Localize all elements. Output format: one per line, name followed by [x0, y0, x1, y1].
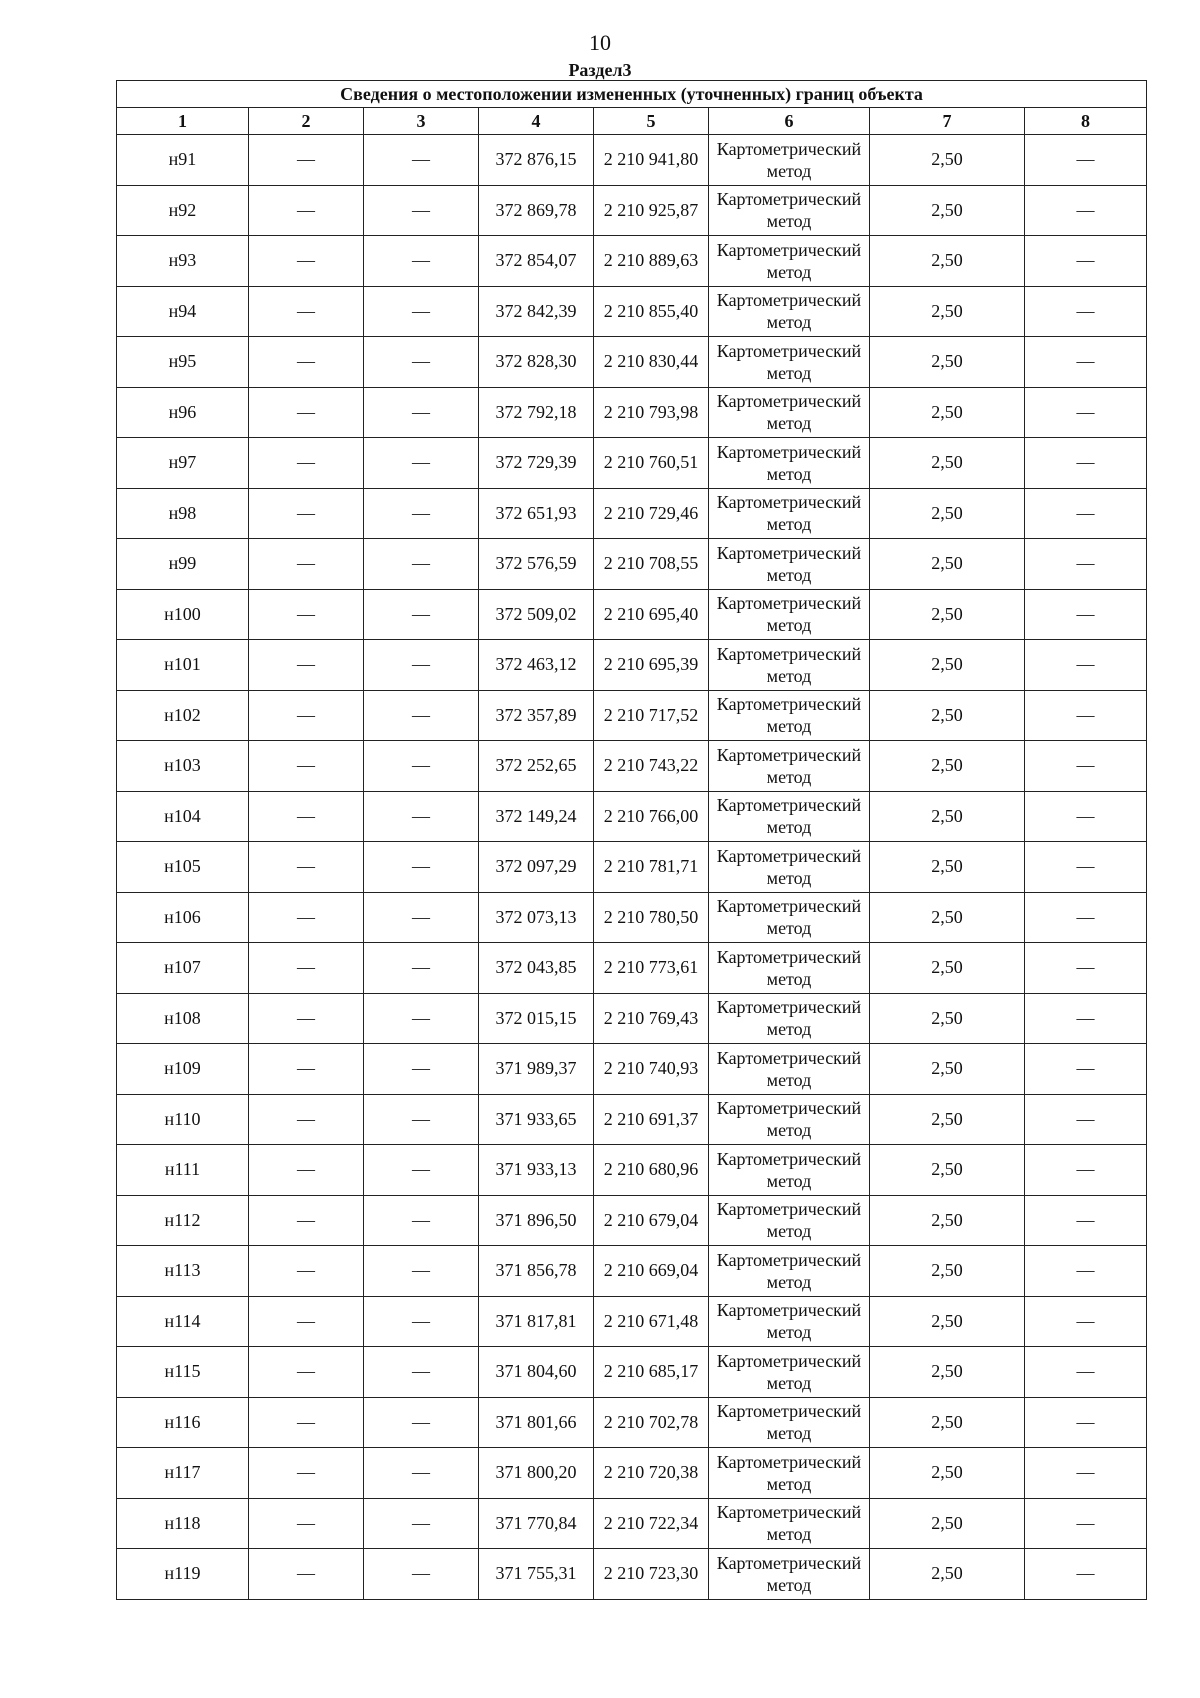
accuracy-cell: 2,50 [870, 1347, 1025, 1398]
table-row [117, 640, 1147, 691]
point-cell: н110 [117, 1094, 249, 1145]
point-cell: н96 [117, 387, 249, 438]
accuracy-cell: 2,50 [870, 943, 1025, 994]
point-cell: н115 [117, 1347, 249, 1398]
column-8-cell: — [1025, 791, 1147, 842]
accuracy-cell: 2,50 [870, 1094, 1025, 1145]
column-2-cell: — [249, 438, 364, 489]
x-coordinate-cell: 372 149,24 [479, 791, 594, 842]
y-coordinate-cell: 2 210 669,04 [594, 1246, 709, 1297]
x-coordinate-cell: 372 729,39 [479, 438, 594, 489]
y-coordinate-cell: 2 210 780,50 [594, 892, 709, 943]
column-2-cell: — [249, 135, 364, 186]
method-cell: Картометрический метод [709, 1397, 870, 1448]
column-2-cell: — [249, 1397, 364, 1448]
method-cell: Картометрический метод [709, 993, 870, 1044]
point-cell: н92 [117, 185, 249, 236]
column-8-cell: — [1025, 1145, 1147, 1196]
table-row [117, 387, 1147, 438]
point-cell: н108 [117, 993, 249, 1044]
table-row [117, 488, 1147, 539]
x-coordinate-cell: 372 651,93 [479, 488, 594, 539]
column-2-cell: — [249, 185, 364, 236]
accuracy-cell: 2,50 [870, 1044, 1025, 1095]
point-cell: н103 [117, 741, 249, 792]
table-row [117, 690, 1147, 741]
x-coordinate-cell: 371 933,13 [479, 1145, 594, 1196]
column-8-cell: — [1025, 1094, 1147, 1145]
column-8-cell: — [1025, 690, 1147, 741]
column-2-cell: — [249, 1549, 364, 1600]
column-8-cell: — [1025, 1195, 1147, 1246]
table-body [117, 135, 1147, 1600]
method-cell: Картометрический метод [709, 943, 870, 994]
column-8-cell: — [1025, 589, 1147, 640]
table-row [117, 589, 1147, 640]
column-8-cell: — [1025, 185, 1147, 236]
point-cell: н102 [117, 690, 249, 741]
column-2-cell: — [249, 892, 364, 943]
y-coordinate-cell: 2 210 760,51 [594, 438, 709, 489]
x-coordinate-cell: 372 097,29 [479, 842, 594, 893]
method-cell: Картометрический метод [709, 640, 870, 691]
column-3-cell: — [364, 286, 479, 337]
point-cell: н111 [117, 1145, 249, 1196]
x-coordinate-cell: 371 800,20 [479, 1448, 594, 1499]
column-2-cell: — [249, 1195, 364, 1246]
column-number-2: 2 [249, 108, 364, 135]
column-8-cell: — [1025, 1397, 1147, 1448]
y-coordinate-cell: 2 210 740,93 [594, 1044, 709, 1095]
column-number-4: 4 [479, 108, 594, 135]
point-cell: н112 [117, 1195, 249, 1246]
column-8-cell: — [1025, 1296, 1147, 1347]
column-3-cell: — [364, 943, 479, 994]
table-row [117, 185, 1147, 236]
column-2-cell: — [249, 1246, 364, 1297]
column-2-cell: — [249, 1044, 364, 1095]
column-3-cell: — [364, 1549, 479, 1600]
x-coordinate-cell: 371 856,78 [479, 1246, 594, 1297]
y-coordinate-cell: 2 210 889,63 [594, 236, 709, 287]
column-8-cell: — [1025, 236, 1147, 287]
y-coordinate-cell: 2 210 691,37 [594, 1094, 709, 1145]
point-cell: н106 [117, 892, 249, 943]
accuracy-cell: 2,50 [870, 1246, 1025, 1297]
point-cell: н105 [117, 842, 249, 893]
column-3-cell: — [364, 1498, 479, 1549]
y-coordinate-cell: 2 210 723,30 [594, 1549, 709, 1600]
x-coordinate-cell: 372 357,89 [479, 690, 594, 741]
accuracy-cell: 2,50 [870, 1195, 1025, 1246]
column-2-cell: — [249, 236, 364, 287]
column-8-cell: — [1025, 488, 1147, 539]
table-row [117, 236, 1147, 287]
point-cell: н94 [117, 286, 249, 337]
table-row [117, 1397, 1147, 1448]
accuracy-cell: 2,50 [870, 135, 1025, 186]
x-coordinate-cell: 372 073,13 [479, 892, 594, 943]
y-coordinate-cell: 2 210 680,96 [594, 1145, 709, 1196]
point-cell: н118 [117, 1498, 249, 1549]
accuracy-cell: 2,50 [870, 589, 1025, 640]
accuracy-cell: 2,50 [870, 1448, 1025, 1499]
column-8-cell: — [1025, 892, 1147, 943]
accuracy-cell: 2,50 [870, 791, 1025, 842]
method-cell: Картометрический метод [709, 539, 870, 590]
column-3-cell: — [364, 1347, 479, 1398]
point-cell: н99 [117, 539, 249, 590]
y-coordinate-cell: 2 210 708,55 [594, 539, 709, 590]
accuracy-cell: 2,50 [870, 1145, 1025, 1196]
accuracy-cell: 2,50 [870, 337, 1025, 388]
table-row [117, 943, 1147, 994]
x-coordinate-cell: 372 509,02 [479, 589, 594, 640]
column-2-cell: — [249, 943, 364, 994]
method-cell: Картометрический метод [709, 236, 870, 287]
y-coordinate-cell: 2 210 830,44 [594, 337, 709, 388]
accuracy-cell: 2,50 [870, 842, 1025, 893]
table-row [117, 842, 1147, 893]
method-cell: Картометрический метод [709, 589, 870, 640]
y-coordinate-cell: 2 210 925,87 [594, 185, 709, 236]
y-coordinate-cell: 2 210 722,34 [594, 1498, 709, 1549]
y-coordinate-cell: 2 210 773,61 [594, 943, 709, 994]
column-8-cell: — [1025, 1347, 1147, 1398]
table-row [117, 1044, 1147, 1095]
column-2-cell: — [249, 1347, 364, 1398]
x-coordinate-cell: 372 854,07 [479, 236, 594, 287]
accuracy-cell: 2,50 [870, 1498, 1025, 1549]
method-cell: Картометрический метод [709, 1094, 870, 1145]
point-cell: н95 [117, 337, 249, 388]
column-3-cell: — [364, 438, 479, 489]
column-number-5: 5 [594, 108, 709, 135]
column-8-cell: — [1025, 438, 1147, 489]
column-8-cell: — [1025, 741, 1147, 792]
y-coordinate-cell: 2 210 702,78 [594, 1397, 709, 1448]
point-cell: н109 [117, 1044, 249, 1095]
accuracy-cell: 2,50 [870, 1549, 1025, 1600]
page-number: 10 [589, 30, 611, 55]
column-3-cell: — [364, 1246, 479, 1297]
accuracy-cell: 2,50 [870, 539, 1025, 590]
column-3-cell: — [364, 1145, 479, 1196]
x-coordinate-cell: 371 933,65 [479, 1094, 594, 1145]
y-coordinate-cell: 2 210 781,71 [594, 842, 709, 893]
accuracy-cell: 2,50 [870, 690, 1025, 741]
column-3-cell: — [364, 539, 479, 590]
column-3-cell: — [364, 1448, 479, 1499]
point-cell: н117 [117, 1448, 249, 1499]
x-coordinate-cell: 372 015,15 [479, 993, 594, 1044]
coordinates-table [116, 80, 1147, 1600]
table-row [117, 1549, 1147, 1600]
table-row [117, 135, 1147, 186]
method-cell: Картометрический метод [709, 185, 870, 236]
y-coordinate-cell: 2 210 720,38 [594, 1448, 709, 1499]
y-coordinate-cell: 2 210 855,40 [594, 286, 709, 337]
column-3-cell: — [364, 135, 479, 186]
method-cell: Картометрический метод [709, 387, 870, 438]
method-cell: Картометрический метод [709, 1448, 870, 1499]
column-number-row [117, 108, 1147, 135]
column-8-cell: — [1025, 286, 1147, 337]
x-coordinate-cell: 371 755,31 [479, 1549, 594, 1600]
column-number-7: 7 [870, 108, 1025, 135]
method-cell: Картометрический метод [709, 1195, 870, 1246]
y-coordinate-cell: 2 210 766,00 [594, 791, 709, 842]
column-8-cell: — [1025, 1448, 1147, 1499]
method-cell: Картометрический метод [709, 488, 870, 539]
y-coordinate-cell: 2 210 717,52 [594, 690, 709, 741]
method-cell: Картометрический метод [709, 1347, 870, 1398]
column-3-cell: — [364, 488, 479, 539]
column-2-cell: — [249, 387, 364, 438]
x-coordinate-cell: 372 463,12 [479, 640, 594, 691]
table-row [117, 892, 1147, 943]
method-cell: Картометрический метод [709, 1296, 870, 1347]
column-2-cell: — [249, 640, 364, 691]
column-number-6: 6 [709, 108, 870, 135]
x-coordinate-cell: 372 043,85 [479, 943, 594, 994]
accuracy-cell: 2,50 [870, 185, 1025, 236]
method-cell: Картометрический метод [709, 1246, 870, 1297]
table-row [117, 438, 1147, 489]
y-coordinate-cell: 2 210 793,98 [594, 387, 709, 438]
point-cell: н100 [117, 589, 249, 640]
point-cell: н116 [117, 1397, 249, 1448]
method-cell: Картометрический метод [709, 286, 870, 337]
column-2-cell: — [249, 1145, 364, 1196]
x-coordinate-cell: 372 869,78 [479, 185, 594, 236]
column-3-cell: — [364, 589, 479, 640]
table-row [117, 1296, 1147, 1347]
x-coordinate-cell: 372 252,65 [479, 741, 594, 792]
accuracy-cell: 2,50 [870, 236, 1025, 287]
column-3-cell: — [364, 1397, 479, 1448]
table-row [117, 993, 1147, 1044]
method-cell: Картометрический метод [709, 690, 870, 741]
column-3-cell: — [364, 640, 479, 691]
point-cell: н107 [117, 943, 249, 994]
y-coordinate-cell: 2 210 729,46 [594, 488, 709, 539]
table-row [117, 1246, 1147, 1297]
method-cell: Картометрический метод [709, 1044, 870, 1095]
method-cell: Картометрический метод [709, 741, 870, 792]
point-cell: н91 [117, 135, 249, 186]
x-coordinate-cell: 371 801,66 [479, 1397, 594, 1448]
accuracy-cell: 2,50 [870, 640, 1025, 691]
column-3-cell: — [364, 1044, 479, 1095]
column-8-cell: — [1025, 943, 1147, 994]
column-3-cell: — [364, 337, 479, 388]
column-2-cell: — [249, 589, 364, 640]
column-number-3: 3 [364, 108, 479, 135]
column-8-cell: — [1025, 993, 1147, 1044]
table-row [117, 286, 1147, 337]
point-cell: н114 [117, 1296, 249, 1347]
point-cell: н104 [117, 791, 249, 842]
accuracy-cell: 2,50 [870, 993, 1025, 1044]
column-8-cell: — [1025, 640, 1147, 691]
column-3-cell: — [364, 892, 479, 943]
method-cell: Картометрический метод [709, 791, 870, 842]
y-coordinate-cell: 2 210 769,43 [594, 993, 709, 1044]
accuracy-cell: 2,50 [870, 892, 1025, 943]
method-cell: Картометрический метод [709, 438, 870, 489]
point-cell: н119 [117, 1549, 249, 1600]
x-coordinate-cell: 371 896,50 [479, 1195, 594, 1246]
method-cell: Картометрический метод [709, 842, 870, 893]
column-8-cell: — [1025, 1498, 1147, 1549]
column-2-cell: — [249, 741, 364, 792]
column-8-cell: — [1025, 135, 1147, 186]
column-8-cell: — [1025, 842, 1147, 893]
method-cell: Картометрический метод [709, 135, 870, 186]
column-3-cell: — [364, 236, 479, 287]
table-row [117, 741, 1147, 792]
column-3-cell: — [364, 690, 479, 741]
column-3-cell: — [364, 185, 479, 236]
y-coordinate-cell: 2 210 941,80 [594, 135, 709, 186]
x-coordinate-cell: 372 876,15 [479, 135, 594, 186]
section-label: Раздел3 [568, 60, 632, 80]
accuracy-cell: 2,50 [870, 387, 1025, 438]
method-cell: Картометрический метод [709, 1498, 870, 1549]
column-3-cell: — [364, 993, 479, 1044]
column-2-cell: — [249, 1498, 364, 1549]
table-row [117, 539, 1147, 590]
table-row [117, 1347, 1147, 1398]
accuracy-cell: 2,50 [870, 1397, 1025, 1448]
x-coordinate-cell: 372 792,18 [479, 387, 594, 438]
method-cell: Картометрический метод [709, 892, 870, 943]
column-2-cell: — [249, 1094, 364, 1145]
y-coordinate-cell: 2 210 671,48 [594, 1296, 709, 1347]
table-row [117, 1195, 1147, 1246]
point-cell: н113 [117, 1246, 249, 1297]
table-row [117, 1448, 1147, 1499]
column-2-cell: — [249, 1296, 364, 1347]
x-coordinate-cell: 372 576,59 [479, 539, 594, 590]
y-coordinate-cell: 2 210 679,04 [594, 1195, 709, 1246]
x-coordinate-cell: 371 817,81 [479, 1296, 594, 1347]
table-row [117, 1145, 1147, 1196]
x-coordinate-cell: 372 842,39 [479, 286, 594, 337]
column-8-cell: — [1025, 1549, 1147, 1600]
column-number-8: 8 [1025, 108, 1147, 135]
column-3-cell: — [364, 387, 479, 438]
accuracy-cell: 2,50 [870, 488, 1025, 539]
accuracy-cell: 2,50 [870, 286, 1025, 337]
y-coordinate-cell: 2 210 695,40 [594, 589, 709, 640]
y-coordinate-cell: 2 210 743,22 [594, 741, 709, 792]
column-3-cell: — [364, 842, 479, 893]
table-row [117, 791, 1147, 842]
column-number-1: 1 [117, 108, 249, 135]
column-3-cell: — [364, 1094, 479, 1145]
point-cell: н98 [117, 488, 249, 539]
point-cell: н97 [117, 438, 249, 489]
x-coordinate-cell: 371 770,84 [479, 1498, 594, 1549]
column-3-cell: — [364, 1296, 479, 1347]
table-row [117, 1498, 1147, 1549]
column-8-cell: — [1025, 387, 1147, 438]
table-row [117, 337, 1147, 388]
accuracy-cell: 2,50 [870, 741, 1025, 792]
x-coordinate-cell: 372 828,30 [479, 337, 594, 388]
point-cell: н101 [117, 640, 249, 691]
column-2-cell: — [249, 488, 364, 539]
column-2-cell: — [249, 337, 364, 388]
table-caption: Сведения о местоположении измененных (уточненных) границ объекта [117, 81, 1147, 108]
y-coordinate-cell: 2 210 695,39 [594, 640, 709, 691]
column-2-cell: — [249, 993, 364, 1044]
column-3-cell: — [364, 791, 479, 842]
column-8-cell: — [1025, 1246, 1147, 1297]
column-2-cell: — [249, 791, 364, 842]
accuracy-cell: 2,50 [870, 438, 1025, 489]
column-8-cell: — [1025, 337, 1147, 388]
column-8-cell: — [1025, 1044, 1147, 1095]
accuracy-cell: 2,50 [870, 1296, 1025, 1347]
column-2-cell: — [249, 842, 364, 893]
x-coordinate-cell: 371 804,60 [479, 1347, 594, 1398]
method-cell: Картометрический метод [709, 337, 870, 388]
method-cell: Картометрический метод [709, 1549, 870, 1600]
column-2-cell: — [249, 690, 364, 741]
column-2-cell: — [249, 286, 364, 337]
y-coordinate-cell: 2 210 685,17 [594, 1347, 709, 1398]
method-cell: Картометрический метод [709, 1145, 870, 1196]
column-2-cell: — [249, 539, 364, 590]
column-3-cell: — [364, 741, 479, 792]
table-row [117, 1094, 1147, 1145]
column-8-cell: — [1025, 539, 1147, 590]
column-3-cell: — [364, 1195, 479, 1246]
column-2-cell: — [249, 1448, 364, 1499]
x-coordinate-cell: 371 989,37 [479, 1044, 594, 1095]
point-cell: н93 [117, 236, 249, 287]
